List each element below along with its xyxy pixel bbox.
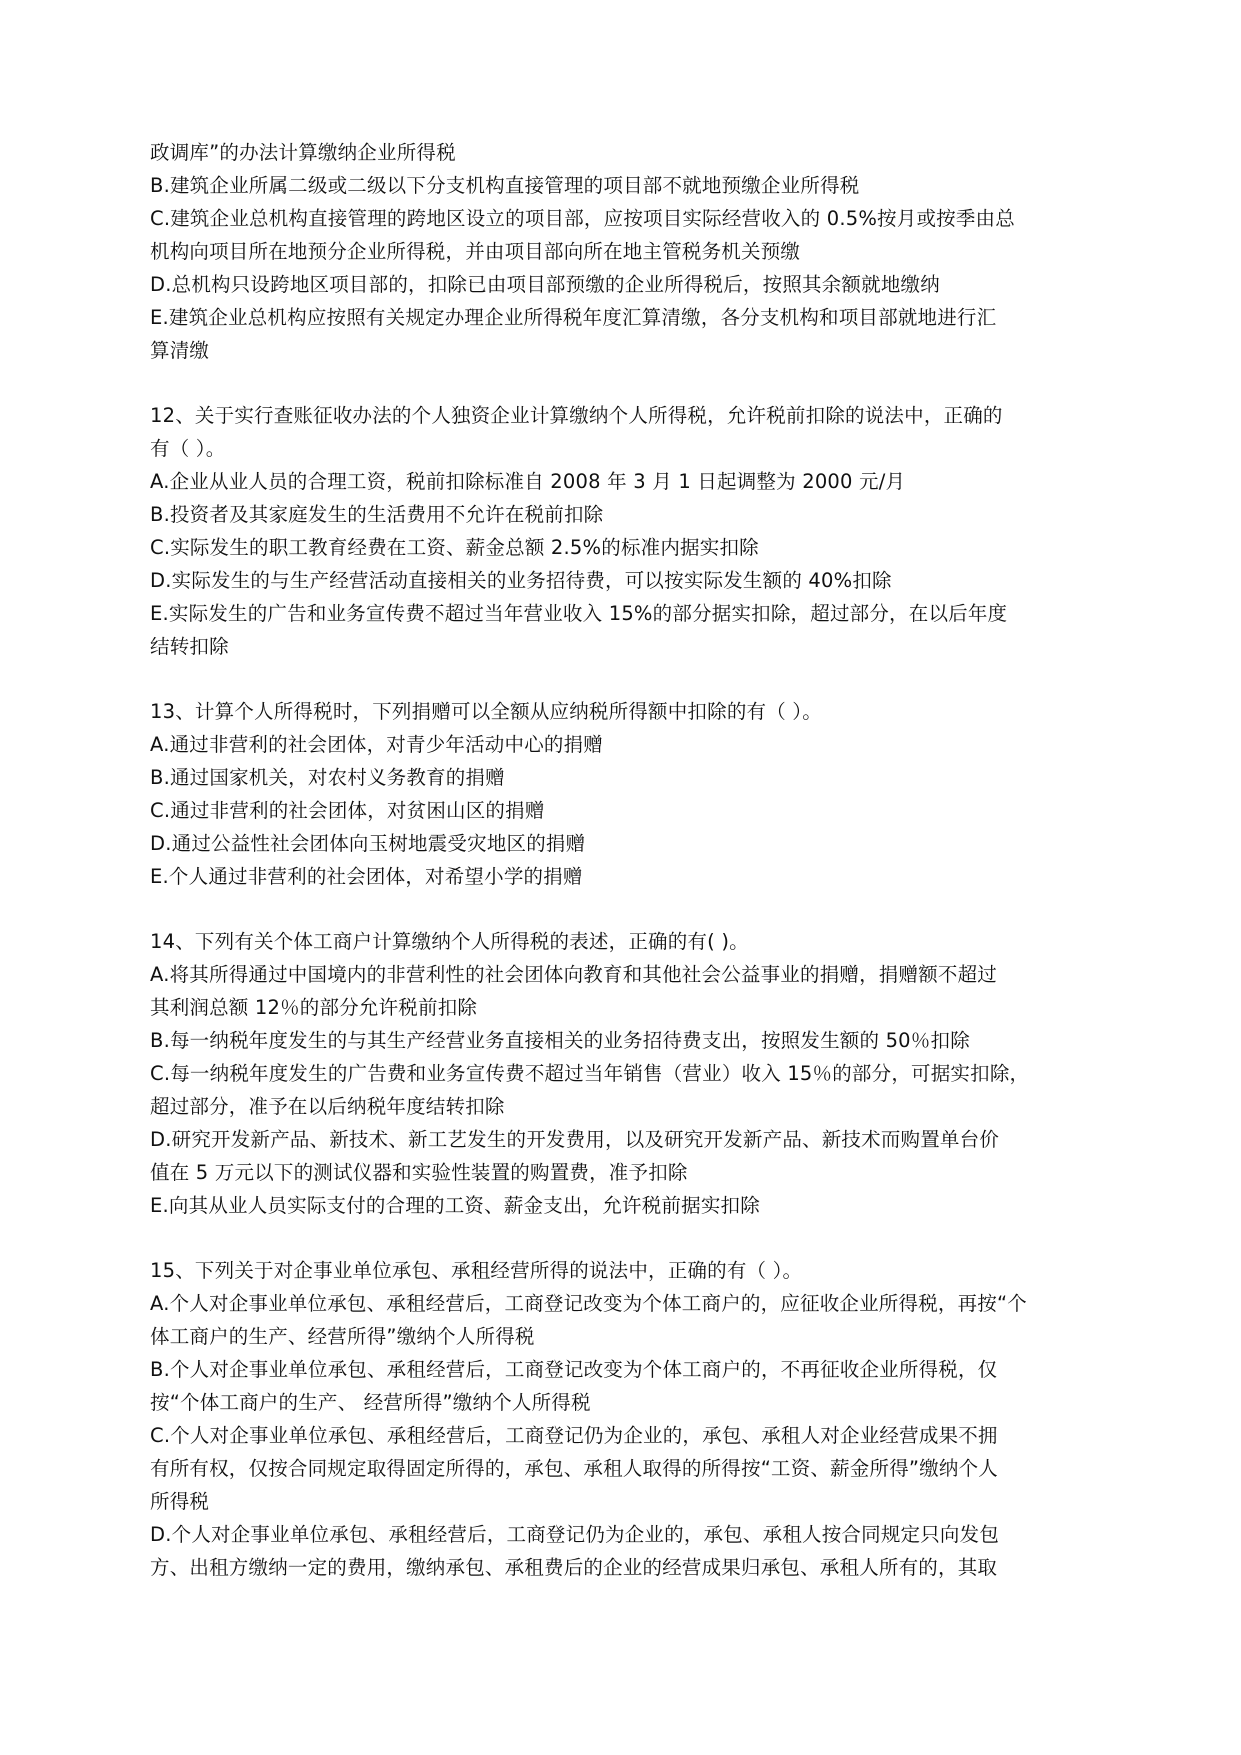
option-b-cont: 按“个体工商户的生产、 经营所得”缴纳个人所得税: [150, 1391, 591, 1414]
option-a: A.将其所得通过中国境内的非营利性的社会团体向教育和其他社会公益事业的捐赠，捐赠额不超过: [150, 963, 997, 986]
option-d: D.个人对企事业单位承包、承租经营后，工商登记仍为企业的，承包、承租人按合同规定只向发包: [150, 1523, 1000, 1546]
option-b: B.通过国家机关，对农村义务教育的捐赠: [150, 766, 505, 789]
option-a: A.通过非营利的社会团体，对青少年活动中心的捐赠: [150, 733, 603, 756]
option-b: B.建筑企业所属二级或二级以下分支机构直接管理的项目部不就地预缴企业所得税: [150, 174, 860, 197]
option-c: C.实际发生的职工教育经费在工资、薪金总额 2.5%的标准内据实扣除: [150, 536, 759, 559]
question-11-continuation: [150, 136, 1090, 367]
option-c-cont: 超过部分，准予在以后纳税年度结转扣除: [150, 1095, 505, 1118]
option-d: D.实际发生的与生产经营活动直接相关的业务招待费，可以按实际发生额的 40%扣除: [150, 569, 892, 592]
option-a: A.个人对企事业单位承包、承租经营后，工商登记改变为个体工商户的，应征收企业所得税，再按“个: [150, 1292, 1027, 1315]
option-e: E.建筑企业总机构应按照有关规定办理企业所得税年度汇算清缴，各分支机构和项目部就地进行汇: [150, 306, 997, 329]
option-a-cont: 体工商户的生产、经营所得”缴纳个人所得税: [150, 1325, 535, 1348]
option-e-cont: 结转扣除: [150, 635, 229, 658]
option-c: C.建筑企业总机构直接管理的跨地区设立的项目部，应按项目实际经营收入的 0.5%按月或按季由总: [150, 207, 1015, 230]
option-c-cont: 有所有权，仅按合同规定取得固定所得的，承包、承租人取得的所得按“工资、薪金所得”缴纳个人: [150, 1457, 999, 1480]
spacer: [150, 367, 1090, 399]
spacer: [150, 1222, 1090, 1254]
question-15: [150, 1254, 1090, 1584]
option-d: D.总机构只设跨地区项目部的，扣除已由项目部预缴的企业所得税后，按照其余额就地缴纳: [150, 273, 940, 296]
question-stem-cont: 有（ ）。: [150, 437, 226, 460]
question-13: [150, 695, 1090, 893]
document-page: [150, 136, 1090, 1584]
option-c-cont: 机构向项目所在地预分企业所得税，并由项目部向所在地主管税务机关预缴: [150, 240, 801, 263]
spacer: [150, 893, 1090, 925]
text-line: 政调库”的办法计算缴纳企业所得税: [150, 141, 456, 164]
option-c-cont: 所得税: [150, 1490, 210, 1513]
option-c: C.个人对企事业单位承包、承租经营后，工商登记仍为企业的，承包、承租人对企业经营成果不拥: [150, 1424, 998, 1447]
option-a: A.企业从业人员的合理工资，税前扣除标准自 2008 年 3 月 1 日起调整为 2000 元/月: [150, 470, 906, 493]
option-e: E.向其从业人员实际支付的合理的工资、薪金支出，允许税前据实扣除: [150, 1194, 760, 1217]
option-b: B.个人对企事业单位承包、承租经营后，工商登记改变为个体工商户的，不再征收企业所得税，仅: [150, 1358, 998, 1381]
option-a-cont: 其利润总额 12％的部分允许税前扣除: [150, 996, 478, 1019]
option-c: C.通过非营利的社会团体，对贫困山区的捐赠: [150, 799, 545, 822]
option-d: D.通过公益性社会团体向玉树地震受灾地区的捐赠: [150, 832, 586, 855]
question-stem: 13、计算个人所得税时，下列捐赠可以全额从应纳税所得额中扣除的有（ ）。: [150, 700, 822, 723]
option-b: B.投资者及其家庭发生的生活费用不允许在税前扣除: [150, 503, 604, 526]
option-b: B.每一纳税年度发生的与其生产经营业务直接相关的业务招待费支出，按照发生额的 50％扣除: [150, 1029, 970, 1052]
question-12: [150, 399, 1090, 663]
question-stem: 14、下列有关个体工商户计算缴纳个人所得税的表述，正确的有( )。: [150, 930, 749, 953]
option-c: C.每一纳税年度发生的广告费和业务宣传费不超过当年销售（营业）收入 15％的部分，可据实扣除，: [150, 1062, 1030, 1085]
option-e: E.个人通过非营利的社会团体，对希望小学的捐赠: [150, 865, 583, 888]
question-stem: 12、关于实行查账征收办法的个人独资企业计算缴纳个人所得税，允许税前扣除的说法中，正确的: [150, 404, 1003, 427]
option-d: D.研究开发新产品、新技术、新工艺发生的开发费用，以及研究开发新产品、新技术而购置单台价: [150, 1128, 1000, 1151]
question-stem: 15、下列关于对企事业单位承包、承租经营所得的说法中，正确的有（ ）。: [150, 1259, 803, 1282]
option-e: E.实际发生的广告和业务宣传费不超过当年营业收入 15%的部分据实扣除，超过部分，在以后年度: [150, 602, 1008, 625]
question-14: [150, 925, 1090, 1222]
option-d-cont: 方、出租方缴纳一定的费用，缴纳承包、承租费后的企业的经营成果归承包、承租人所有的，其取: [150, 1556, 998, 1579]
option-e-cont: 算清缴: [150, 339, 210, 362]
option-d-cont: 值在 5 万元以下的测试仪器和实验性装置的购置费，准予扣除: [150, 1161, 688, 1184]
spacer: [150, 663, 1090, 695]
